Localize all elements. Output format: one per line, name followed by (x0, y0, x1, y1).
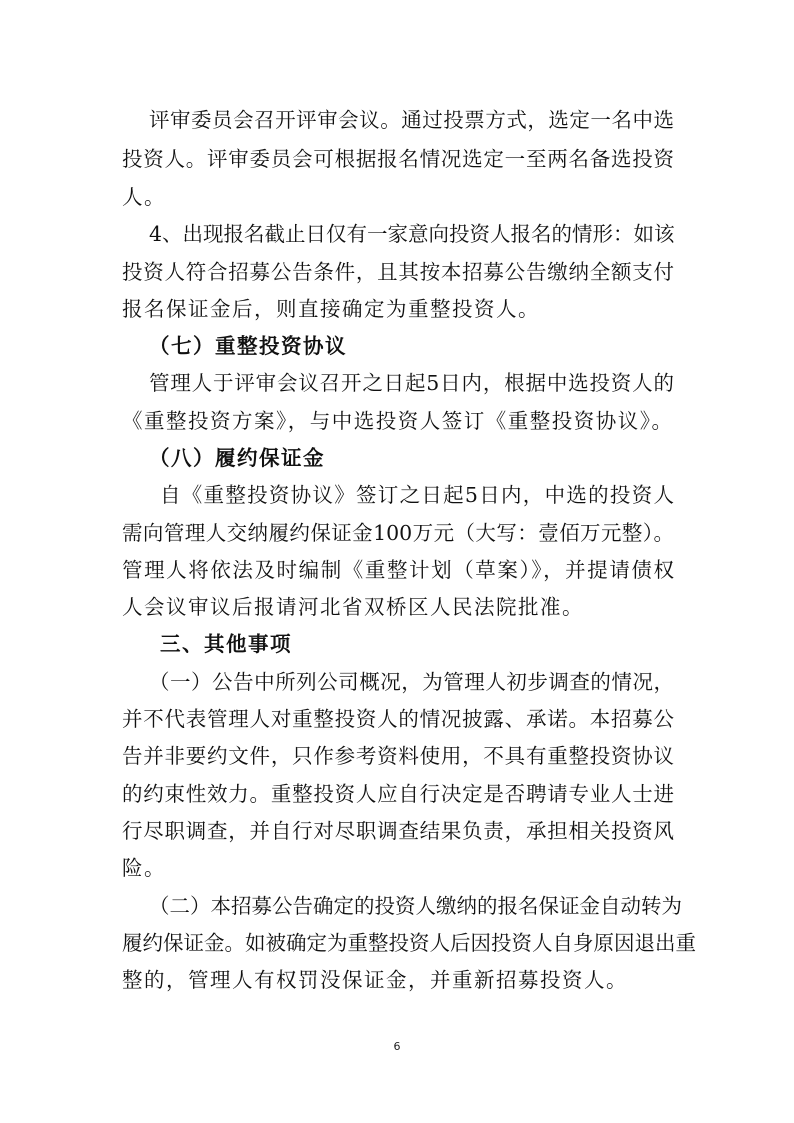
text-line: 管理人于评审会议召开之日起5日内，根据中选投资人的 (149, 371, 674, 395)
text-line: 需向管理人交纳履约保证金100万元（大写：壹佰万元整）。 (122, 521, 674, 545)
text-line: 管理人将依法及时编制《重整计划（草案）》，并提请债权 (122, 558, 674, 582)
text-line: 的约束性效力。重整投资人应自行决定是否聘请专业人士进 (122, 782, 674, 806)
text-line: 评审委员会召开评审会议。通过投票方式，选定一名中选 (149, 108, 674, 132)
section-heading: 三、其他事项 (160, 632, 292, 656)
text-line: （二）本招募公告确定的投资人缴纳的报名保证金自动转为 (149, 894, 682, 918)
text-line: 人。 (122, 185, 166, 209)
section-heading: （七）重整投资协议 (149, 334, 347, 358)
section-heading: （八）履约保证金 (149, 446, 325, 470)
text-line: 整的，管理人有权罚没保证金，并重新招募投资人。 (122, 968, 628, 992)
text-line: 告并非要约文件，只作参考资料使用，不具有重整投资协议 (122, 744, 674, 768)
text-line: 《重整投资方案》，与中选投资人签订《重整投资协议》。 (122, 409, 674, 433)
text-line: 履约保证金。如被确定为重整投资人后因投资人自身原因退出重 (122, 931, 696, 955)
text-line: 行尽职调查，并自行对尽职调查结果负责，承担相关投资风 (122, 819, 674, 843)
text-line: 人会议审议后报请河北省双桥区人民法院批准。 (122, 595, 584, 619)
text-line: 投资人。评审委员会可根据报名情况选定一至两名备选投资 (122, 147, 674, 171)
text-line: 并不代表管理人对重整投资人的情况披露、承诺。本招募公 (122, 707, 674, 731)
text-line: 自《重整投资协议》签订之日起5日内，中选的投资人 (160, 483, 674, 507)
text-line: （一）公告中所列公司概况，为管理人初步调查的情况， (149, 670, 674, 694)
page-number: 6 (393, 1040, 401, 1053)
text-line: 报名保证金后，则直接确定为重整投资人。 (122, 297, 540, 321)
text-line: 4、出现报名截止日仅有一家意向投资人报名的情形：如该 (149, 222, 675, 246)
text-line: 投资人符合招募公告条件，且其按本招募公告缴纳全额支付 (122, 260, 674, 284)
text-line: 险。 (122, 856, 166, 880)
